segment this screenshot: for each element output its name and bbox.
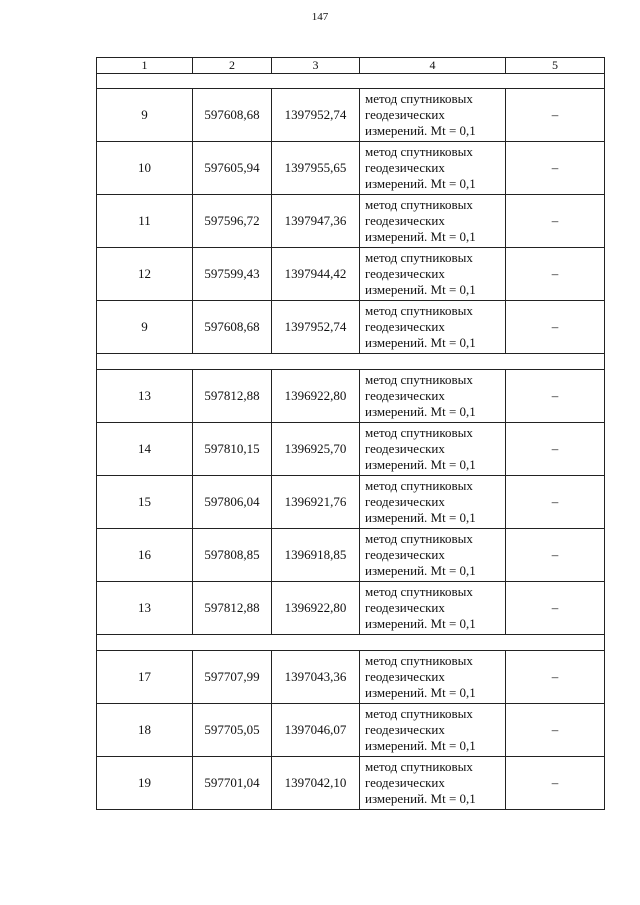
group-separator-cell — [97, 74, 605, 89]
method-description-cell: метод спутниковых геодезических измерений. Mt = 0,1 — [360, 301, 506, 354]
x-coordinate-cell: 597596,72 — [193, 195, 272, 248]
note-cell: – — [506, 142, 605, 195]
point-number-cell: 11 — [97, 195, 193, 248]
method-description-cell: метод спутниковых геодезических измерений. Mt = 0,1 — [360, 195, 506, 248]
y-coordinate-cell: 1397944,42 — [272, 248, 360, 301]
method-description-cell: метод спутниковых геодезических измерений. Mt = 0,1 — [360, 89, 506, 142]
table-row — [97, 529, 605, 582]
column-header-1: 1 — [97, 58, 193, 74]
y-coordinate-cell: 1397043,36 — [272, 651, 360, 704]
method-description-cell: метод спутниковых геодезических измерений. Mt = 0,1 — [360, 142, 506, 195]
point-number-cell: 12 — [97, 248, 193, 301]
point-number-cell: 16 — [97, 529, 193, 582]
table-row — [97, 89, 605, 142]
column-header-5: 5 — [506, 58, 605, 74]
table-row — [97, 301, 605, 354]
x-coordinate-cell: 597605,94 — [193, 142, 272, 195]
group-separator-cell — [97, 354, 605, 370]
y-coordinate-cell: 1397952,74 — [272, 301, 360, 354]
method-description-cell: метод спутниковых геодезических измерений. Mt = 0,1 — [360, 582, 506, 635]
note-cell: – — [506, 476, 605, 529]
table-row — [97, 651, 605, 704]
point-number-cell: 9 — [97, 89, 193, 142]
group-separator-row — [97, 74, 605, 89]
column-header-4: 4 — [360, 58, 506, 74]
y-coordinate-cell: 1396922,80 — [272, 370, 360, 423]
note-cell: – — [506, 529, 605, 582]
y-coordinate-cell: 1397955,65 — [272, 142, 360, 195]
point-number-cell: 18 — [97, 704, 193, 757]
note-cell: – — [506, 704, 605, 757]
y-coordinate-cell: 1397042,10 — [272, 757, 360, 810]
table-row — [97, 195, 605, 248]
x-coordinate-cell: 597806,04 — [193, 476, 272, 529]
method-description-cell: метод спутниковых геодезических измерений. Mt = 0,1 — [360, 248, 506, 301]
method-description-cell: метод спутниковых геодезических измерений. Mt = 0,1 — [360, 704, 506, 757]
x-coordinate-cell: 597701,04 — [193, 757, 272, 810]
x-coordinate-cell: 597808,85 — [193, 529, 272, 582]
y-coordinate-cell: 1396918,85 — [272, 529, 360, 582]
point-number-cell: 15 — [97, 476, 193, 529]
note-cell: – — [506, 651, 605, 704]
y-coordinate-cell: 1396922,80 — [272, 582, 360, 635]
table-row — [97, 476, 605, 529]
table-row — [97, 423, 605, 476]
method-description-cell: метод спутниковых геодезических измерений. Mt = 0,1 — [360, 423, 506, 476]
x-coordinate-cell: 597608,68 — [193, 301, 272, 354]
column-header-2: 2 — [193, 58, 272, 74]
group-separator-cell — [97, 635, 605, 651]
note-cell: – — [506, 757, 605, 810]
x-coordinate-cell: 597812,88 — [193, 370, 272, 423]
point-number-cell: 10 — [97, 142, 193, 195]
method-description-cell: метод спутниковых геодезических измерений. Mt = 0,1 — [360, 651, 506, 704]
table-row — [97, 248, 605, 301]
y-coordinate-cell: 1397947,36 — [272, 195, 360, 248]
x-coordinate-cell: 597608,68 — [193, 89, 272, 142]
y-coordinate-cell: 1397952,74 — [272, 89, 360, 142]
x-coordinate-cell: 597705,05 — [193, 704, 272, 757]
point-number-cell: 9 — [97, 301, 193, 354]
table-row — [97, 142, 605, 195]
table-header-row — [97, 58, 605, 74]
group-separator-row — [97, 354, 605, 370]
x-coordinate-cell: 597810,15 — [193, 423, 272, 476]
note-cell: – — [506, 582, 605, 635]
point-number-cell: 17 — [97, 651, 193, 704]
point-number-cell: 13 — [97, 582, 193, 635]
table-row — [97, 582, 605, 635]
note-cell: – — [506, 301, 605, 354]
note-cell: – — [506, 423, 605, 476]
page-number: 147 — [311, 11, 329, 23]
method-description-cell: метод спутниковых геодезических измерений. Mt = 0,1 — [360, 476, 506, 529]
method-description-cell: метод спутниковых геодезических измерений. Mt = 0,1 — [360, 529, 506, 582]
x-coordinate-cell: 597812,88 — [193, 582, 272, 635]
x-coordinate-cell: 597707,99 — [193, 651, 272, 704]
note-cell: – — [506, 370, 605, 423]
note-cell: – — [506, 248, 605, 301]
group-separator-row — [97, 635, 605, 651]
table-row — [97, 704, 605, 757]
note-cell: – — [506, 89, 605, 142]
point-number-cell: 14 — [97, 423, 193, 476]
point-number-cell: 13 — [97, 370, 193, 423]
coordinates-table — [96, 57, 605, 810]
y-coordinate-cell: 1397046,07 — [272, 704, 360, 757]
y-coordinate-cell: 1396925,70 — [272, 423, 360, 476]
note-cell: – — [506, 195, 605, 248]
y-coordinate-cell: 1396921,76 — [272, 476, 360, 529]
method-description-cell: метод спутниковых геодезических измерений. Mt = 0,1 — [360, 370, 506, 423]
table-row — [97, 370, 605, 423]
table-row — [97, 757, 605, 810]
column-header-3: 3 — [272, 58, 360, 74]
x-coordinate-cell: 597599,43 — [193, 248, 272, 301]
method-description-cell: метод спутниковых геодезических измерений. Mt = 0,1 — [360, 757, 506, 810]
point-number-cell: 19 — [97, 757, 193, 810]
